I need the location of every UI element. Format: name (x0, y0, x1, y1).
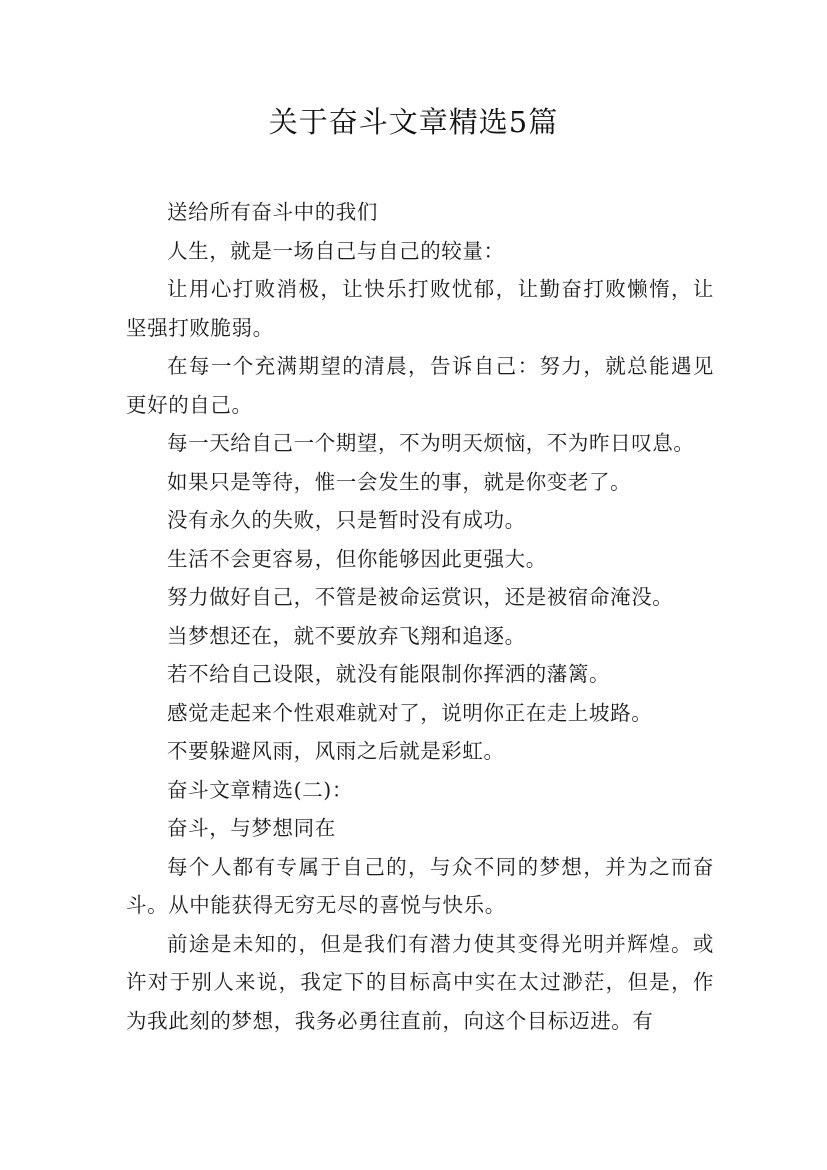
document-body (126, 193, 714, 1040)
paragraph-1: 送给所有奋斗中的我们 (167, 200, 378, 224)
paragraph-5: 每一天给自己一个期望，不为明天烦恼，不为昨日叹息。 (167, 431, 695, 455)
paragraph-4: 在每一个充满期望的清晨，告诉自己：努力，就总能遇见更好的自己。 (126, 354, 714, 417)
paragraph-6: 如果只是等待，惟一会发生的事，就是你变老了。 (167, 469, 632, 494)
paragraph-17: 前途是未知的，但是我们有潜力使其变得光明并辉煌。或许对于别人来说，我定下的目标高中实在太过渺茫，但是，作为我此刻的梦想，我务必勇往直前，向这个目标迈进。有 (126, 931, 714, 1033)
paragraph-11: 若不给自己设限，就没有能限制你挥洒的藩篱。 (167, 662, 611, 686)
paragraph-9: 努力做好自己，不管是被命运赏识，还是被宿命淹没。 (167, 585, 674, 609)
document-title: 关于奋斗文章精选5篇 (268, 105, 559, 139)
section-heading: 奋斗文章精选(二)： (167, 777, 353, 802)
paragraph-16: 每个人都有专属于自己的，与众不同的梦想，并为之而奋斗。从中能获得无穷无尽的喜悦与快乐。 (126, 854, 714, 917)
paragraph-10: 当梦想还在，就不要放弃飞翔和追逐。 (167, 623, 526, 648)
paragraph-3: 让用心打败消极，让快乐打败忧郁，让勤奋打败懒惰，让坚强打败脆弱。 (126, 277, 714, 340)
paragraph-7: 没有永久的失败，只是暂时没有成功。 (167, 508, 526, 532)
section-subtitle: 奋斗，与梦想同在 (167, 816, 336, 840)
paragraph-13: 不要躲避风雨，风雨之后就是彩虹。 (167, 739, 505, 763)
paragraph-8: 生活不会更容易，但你能够因此更强大。 (167, 546, 547, 571)
paragraph-2: 人生，就是一场自己与自己的较量： (167, 238, 505, 263)
paragraph-12: 感觉走起来个性艰难就对了，说明你正在走上坡路。 (167, 700, 653, 725)
